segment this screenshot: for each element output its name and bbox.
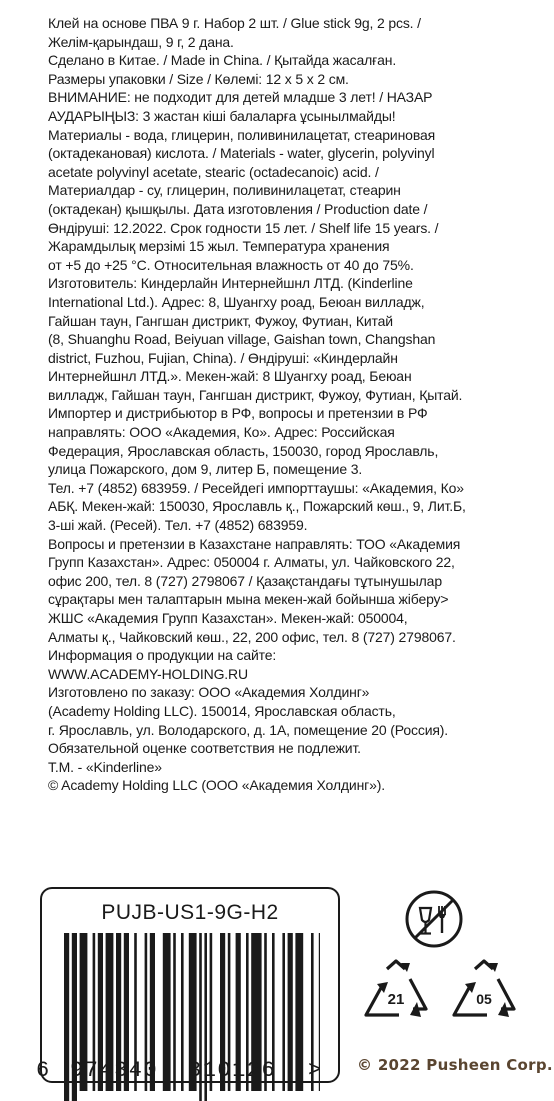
article-number: PUJB-US1-9G-H2 (101, 901, 279, 924)
label-text-line: Сделано в Китае. / Made in China. / Қытайда жасалған. (48, 52, 397, 69)
label-text-line: Федерация, Ярославская область, 150030, город Ярославль, (48, 442, 439, 459)
label-text-line: сұрақтары мен талаптарын мына мекен-жай бойынша жіберу> (48, 591, 449, 608)
label-text-line: г. Ярославль, ул. Володарского, д. 1А, помещение 20 (Россия). (48, 721, 449, 738)
barcode-bar (64, 933, 69, 1101)
label-text-line: Обязательной оценке соответствия не подлежит. (48, 740, 361, 757)
label-text-line: (8, Shuanghu Road, Beiyuan village, Gaishan town, Changshan (48, 331, 436, 348)
label-text-line: Изготовлено по заказу: ООО «Академия Холдинг» (48, 684, 370, 701)
label-text-line: Гайшан таун, Гангшан дистрикт, Фужоу, Футиан, Китай (48, 312, 393, 329)
label-text-line: © Academy Holding LLC (ООО «Академия Холдинг»). (48, 777, 385, 794)
label-text-line: ЖШС «Академия Групп Казахстан». Мекен-жай: 050004, (48, 610, 408, 626)
label-text-line: Импортер и дистрибьютор в РФ, вопросы и претензии в РФ (48, 405, 428, 422)
label-text-line: офис 200, тел. 8 (727) 2798067 / Қазақстандағы тұтынушылар (48, 572, 442, 589)
label-text-line: АУДАРЫҢЫЗ: 3 жастан кіші балаларға ұсынылмайды! (48, 107, 396, 124)
label-text-line: Вопросы и претензии в Казахстане направлять: ТОО «Академия (48, 535, 461, 552)
svg-text:05: 05 (476, 991, 492, 1007)
label-text-line: district, Fuzhou, Fujian, China). / Өндіруші: «Киндерлайн (48, 349, 398, 366)
label-text-line: ВНИМАНИЕ: не подходит для детей младше 3 лет! / НАЗАР (48, 89, 433, 106)
barcode-right-group: 310126 (188, 1058, 277, 1083)
barcode-bar (288, 933, 293, 1091)
label-text-line: Групп Казахстан». Адрес: 050004 г. Алматы, ул. Чайковского 22, (48, 554, 455, 571)
label-text-line: Желім-қарындаш, 9 г, 2 дана. (48, 33, 234, 50)
label-text-line: Материалы - вода, глицерин, поливинилацетат, стеариновая (48, 126, 436, 143)
label-text-line: acetate polyvinyl acetate, stearic (octadecanoic) acid. / (48, 163, 379, 180)
label-text-line: Изготовитель: Киндерлайн Интернейшнл ЛТД. (Kinderline (48, 275, 413, 292)
label-text-line: от +5 до +25 °С. Относительная влажность от 40 до 75%. (48, 256, 414, 273)
label-text-line: Информация о продукции на сайте: (48, 647, 277, 664)
label-text-line: 3-ші жай. (Ресей). Тел. +7 (4852) 683959. (48, 517, 308, 534)
label-text-line: Өндірушi: 12.2022. Срок годности 15 лет. / Shelf life 15 years. / (48, 219, 439, 236)
barcode-bar (163, 933, 171, 1091)
barcode-bar (173, 933, 176, 1091)
label-text-line: вилладж, Гайшан таун, Гангшан дистрикт, Фужоу, Футиан, Қытай. (48, 386, 463, 403)
label-text-line: Размеры упаковки / Size / Көлемі: 12 х 5 х 2 см. (48, 70, 349, 87)
label-text-line: направлять: ООО «Академия, Ко». Адрес: Российская (48, 424, 395, 441)
svg-text:21: 21 (387, 991, 405, 1008)
not-for-food-contact-icon (404, 889, 464, 949)
label-text-line: Жарамдылық мерзімі 15 жыл. Температура хранения (48, 238, 390, 255)
label-text-line: (Academy Holding LLC). 150014, Ярославская область, (48, 702, 396, 719)
recycling-triangle-icon (445, 957, 523, 1027)
product-label-text (48, 14, 548, 795)
barcode-bar (282, 933, 285, 1091)
recycling-triangle-icon (357, 957, 435, 1027)
label-text-line: АБҚ. Мекен-жай: 150030, Ярославль қ., Пожарский көш., 9, Лит.Б, (48, 498, 466, 515)
label-text-line: Т.М. - «Kinderline» (48, 758, 162, 775)
label-text-line: Алматы қ., Чайковский көш., 22, 200 офис, тел. 8 (727) 2798067. (48, 628, 456, 645)
label-text-line: Интернейшнл ЛТД.». Мекен-жай: 8 Шуангху роад, Беюан (48, 368, 412, 385)
barcode-end-mark: > (308, 1058, 322, 1083)
barcode-lead-digit: 6 (36, 1058, 50, 1083)
label-text-line: Клей на основе ПВА 9 г. Набор 2 шт. / Glue stick 9g, 2 pcs. / (48, 15, 421, 31)
barcode-panel (40, 887, 340, 1083)
label-text-line: International Ltd.). Адрес: 8, Шуангху роад, Беюан вилладж, (48, 293, 425, 310)
label-text-line: (октадекановая) кислота. / Materials - water, glycerin, polyvinyl (48, 145, 435, 162)
label-text-line: (октадекан) қышқылы. Дата изготовления / Production date / (48, 200, 428, 217)
barcode-bar (295, 933, 303, 1091)
barcode-left-group: 974340 (70, 1058, 159, 1083)
label-text-line: Тел. +7 (4852) 683959. / Ресейдегі импорттаушы: «Академия, Ко» (48, 479, 464, 496)
label-text-line: Материалдар - су, глицерин, поливинилацетат, стеарин (48, 182, 401, 199)
barcode-bar (181, 933, 184, 1091)
copyright-notice: © 2022 Pusheen Corp. (357, 1056, 553, 1074)
label-text-line: улица Пожарского, дом 9, литер Б, помещение 3. (48, 461, 363, 478)
label-text-line: WWW.ACADEMY-HOLDING.RU (48, 665, 248, 682)
